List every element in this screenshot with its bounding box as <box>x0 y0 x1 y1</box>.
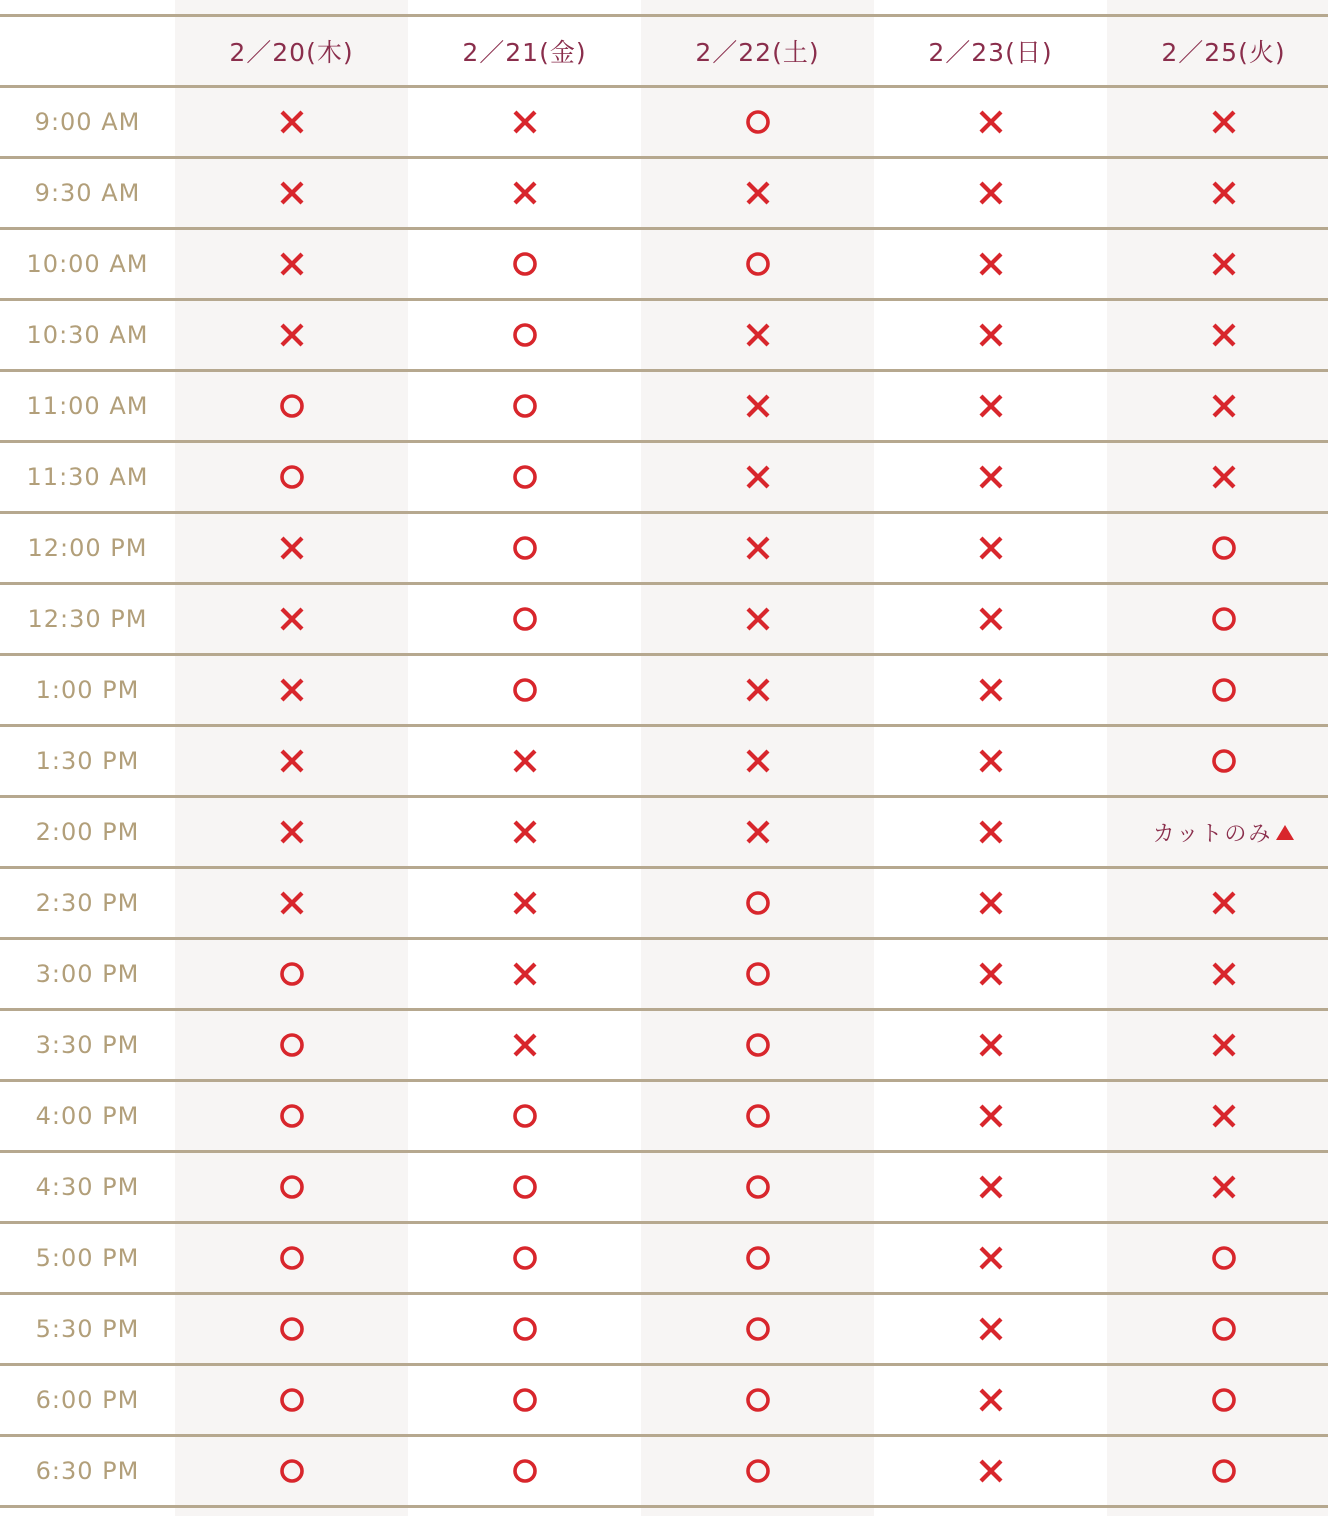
time-cell <box>0 372 175 440</box>
cross-unavailable-icon <box>1211 251 1237 277</box>
slot-cell[interactable] <box>175 1011 408 1079</box>
slot-cell[interactable] <box>175 1437 408 1505</box>
circle-available-icon[interactable] <box>745 1316 771 1342</box>
slot-cell[interactable] <box>1107 514 1328 582</box>
circle-available-icon[interactable] <box>745 251 771 277</box>
slot-cell <box>874 514 1107 582</box>
cross-unavailable-icon <box>279 180 305 206</box>
time-cell <box>0 1295 175 1363</box>
date-header <box>874 17 1107 85</box>
time-label: 12:30 PM <box>27 605 148 633</box>
cross-unavailable-icon <box>512 748 538 774</box>
time-cell <box>0 1366 175 1434</box>
cross-unavailable-icon <box>745 606 771 632</box>
slot-cell <box>408 727 641 795</box>
slot-cell[interactable] <box>641 1082 874 1150</box>
slot-cell <box>1107 1153 1328 1221</box>
circle-available-icon[interactable] <box>512 393 538 419</box>
cross-unavailable-icon <box>978 1174 1004 1200</box>
cross-unavailable-icon <box>745 819 771 845</box>
cross-unavailable-icon <box>978 180 1004 206</box>
cross-unavailable-icon <box>1211 393 1237 419</box>
cross-unavailable-icon <box>279 109 305 135</box>
time-slot-row <box>0 1011 1328 1079</box>
time-slot-row <box>0 230 1328 298</box>
row-divider <box>0 1505 1328 1508</box>
slot-cell <box>641 159 874 227</box>
circle-available-icon[interactable] <box>512 535 538 561</box>
cross-unavailable-icon <box>1211 464 1237 490</box>
circle-available-icon[interactable] <box>745 1174 771 1200</box>
time-cell <box>0 301 175 369</box>
circle-available-icon[interactable] <box>1211 1387 1237 1413</box>
cross-unavailable-icon <box>978 748 1004 774</box>
cross-unavailable-icon <box>978 535 1004 561</box>
time-cell <box>0 443 175 511</box>
slot-cell <box>874 1011 1107 1079</box>
cross-unavailable-icon <box>279 890 305 916</box>
time-cell <box>0 940 175 1008</box>
slot-cell <box>175 159 408 227</box>
time-slot-row <box>0 372 1328 440</box>
cross-unavailable-icon <box>978 819 1004 845</box>
date-label: 2／20(木) <box>229 38 354 67</box>
slot-cell <box>175 727 408 795</box>
slot-cell[interactable] <box>175 1295 408 1363</box>
slot-cell <box>874 159 1107 227</box>
time-cell <box>0 869 175 937</box>
cross-unavailable-icon <box>512 819 538 845</box>
cross-unavailable-icon <box>978 1032 1004 1058</box>
slot-cell[interactable] <box>175 1153 408 1221</box>
slot-cell <box>1107 940 1328 1008</box>
cross-unavailable-icon <box>1211 890 1237 916</box>
time-slot-row <box>0 798 1328 866</box>
cross-unavailable-icon <box>978 393 1004 419</box>
slot-cell[interactable] <box>641 1295 874 1363</box>
circle-available-icon[interactable] <box>512 1387 538 1413</box>
circle-available-icon[interactable] <box>279 961 305 987</box>
time-label: 6:30 PM <box>35 1457 140 1485</box>
cross-unavailable-icon <box>745 464 771 490</box>
cross-unavailable-icon <box>279 606 305 632</box>
time-label: 4:30 PM <box>35 1173 140 1201</box>
slot-cell <box>175 230 408 298</box>
circle-available-icon[interactable] <box>512 1458 538 1484</box>
slot-cell <box>408 1011 641 1079</box>
slot-cell[interactable] <box>175 443 408 511</box>
time-label: 1:30 PM <box>35 747 140 775</box>
time-slot-row <box>0 159 1328 227</box>
circle-available-icon[interactable] <box>1211 748 1237 774</box>
slot-cell <box>874 1295 1107 1363</box>
time-cell <box>0 1153 175 1221</box>
date-header <box>408 17 641 85</box>
slot-cell <box>874 1437 1107 1505</box>
time-label: 9:30 AM <box>34 179 141 207</box>
slot-cell <box>175 514 408 582</box>
slot-cell <box>1107 159 1328 227</box>
time-slot-row <box>0 1437 1328 1505</box>
cross-unavailable-icon <box>745 535 771 561</box>
time-label: 2:30 PM <box>35 889 140 917</box>
cross-unavailable-icon <box>745 677 771 703</box>
date-header <box>1107 17 1328 85</box>
time-slot-row <box>0 585 1328 653</box>
circle-available-icon[interactable] <box>745 1032 771 1058</box>
time-label: 2:00 PM <box>35 818 140 846</box>
circle-available-icon[interactable] <box>279 1032 305 1058</box>
slot-cell <box>641 727 874 795</box>
time-cell <box>0 727 175 795</box>
time-label: 9:00 AM <box>34 108 141 136</box>
slot-cell[interactable] <box>1107 585 1328 653</box>
circle-available-icon[interactable] <box>279 1245 305 1271</box>
slot-cell[interactable] <box>408 1224 641 1292</box>
slot-cell <box>874 443 1107 511</box>
cross-unavailable-icon <box>1211 1174 1237 1200</box>
cross-unavailable-icon <box>1211 180 1237 206</box>
cut-only-label: カットのみ <box>1152 821 1273 847</box>
circle-available-icon[interactable] <box>279 1103 305 1129</box>
circle-available-icon[interactable] <box>745 890 771 916</box>
cross-unavailable-icon <box>512 180 538 206</box>
slot-cell[interactable] <box>1107 1366 1328 1434</box>
circle-available-icon[interactable] <box>745 1387 771 1413</box>
circle-available-icon[interactable] <box>279 1316 305 1342</box>
cross-unavailable-icon <box>279 819 305 845</box>
cross-unavailable-icon <box>978 1458 1004 1484</box>
slot-cell <box>874 656 1107 724</box>
time-cell <box>0 88 175 156</box>
slot-cell <box>1107 1011 1328 1079</box>
slot-cell[interactable] <box>408 514 641 582</box>
cross-unavailable-icon <box>1211 322 1237 348</box>
header-corner <box>0 17 175 85</box>
slot-cell[interactable] <box>175 1366 408 1434</box>
cross-unavailable-icon <box>745 748 771 774</box>
slot-cell <box>874 940 1107 1008</box>
slot-cell[interactable] <box>641 1224 874 1292</box>
time-label: 3:00 PM <box>35 960 140 988</box>
time-cell <box>0 159 175 227</box>
cross-unavailable-icon <box>978 1103 1004 1129</box>
circle-available-icon[interactable] <box>1211 677 1237 703</box>
slot-cell <box>408 88 641 156</box>
slot-cell[interactable] <box>1107 1437 1328 1505</box>
slot-cell[interactable] <box>175 372 408 440</box>
date-header-row <box>0 17 1328 85</box>
slot-cell <box>1107 230 1328 298</box>
cross-unavailable-icon <box>978 1316 1004 1342</box>
cross-unavailable-icon <box>978 322 1004 348</box>
circle-available-icon[interactable] <box>745 961 771 987</box>
circle-available-icon[interactable] <box>512 322 538 348</box>
time-slot-row <box>0 656 1328 724</box>
slot-cell <box>874 869 1107 937</box>
time-label: 6:00 PM <box>35 1386 140 1414</box>
cross-unavailable-icon <box>745 180 771 206</box>
time-slot-row <box>0 1082 1328 1150</box>
slot-cell[interactable] <box>1107 656 1328 724</box>
time-slot-row <box>0 1153 1328 1221</box>
time-slot-row <box>0 514 1328 582</box>
circle-available-icon[interactable] <box>512 251 538 277</box>
slot-cell[interactable] <box>175 1224 408 1292</box>
time-label: 12:00 PM <box>27 534 148 562</box>
slot-cell[interactable] <box>408 1437 641 1505</box>
slot-cell <box>641 585 874 653</box>
cross-unavailable-icon <box>978 109 1004 135</box>
slot-cell <box>874 230 1107 298</box>
slot-cell <box>1107 443 1328 511</box>
slot-cell[interactable] <box>1107 1224 1328 1292</box>
slot-cell <box>175 656 408 724</box>
slot-cell <box>874 1153 1107 1221</box>
slot-cell <box>641 514 874 582</box>
cross-unavailable-icon <box>978 1245 1004 1271</box>
cross-unavailable-icon <box>1211 109 1237 135</box>
time-label: 10:00 AM <box>26 250 149 278</box>
slot-cell <box>874 585 1107 653</box>
circle-available-icon[interactable] <box>745 1458 771 1484</box>
cross-unavailable-icon <box>279 251 305 277</box>
cross-unavailable-icon <box>978 1387 1004 1413</box>
cross-unavailable-icon <box>978 677 1004 703</box>
slot-cell <box>874 88 1107 156</box>
cross-unavailable-icon <box>745 393 771 419</box>
slot-cell <box>408 798 641 866</box>
slot-cell <box>641 656 874 724</box>
circle-available-icon[interactable] <box>279 1458 305 1484</box>
cross-unavailable-icon <box>978 890 1004 916</box>
time-cell <box>0 656 175 724</box>
slot-cell <box>408 940 641 1008</box>
slot-cell <box>641 798 874 866</box>
circle-available-icon[interactable] <box>512 1245 538 1271</box>
time-slot-row <box>0 869 1328 937</box>
time-label: 10:30 AM <box>26 321 149 349</box>
circle-available-icon[interactable] <box>512 677 538 703</box>
time-cell <box>0 1437 175 1505</box>
triangle-limited-icon <box>1276 825 1294 840</box>
slot-cell[interactable] <box>408 230 641 298</box>
slot-cell[interactable] <box>175 940 408 1008</box>
slot-cell <box>641 301 874 369</box>
slot-cell[interactable] <box>641 230 874 298</box>
cross-unavailable-icon <box>978 251 1004 277</box>
cross-unavailable-icon <box>1211 1103 1237 1129</box>
time-slot-row <box>0 1224 1328 1292</box>
limited-slot[interactable] <box>1153 817 1295 848</box>
circle-available-icon[interactable] <box>279 393 305 419</box>
slot-cell[interactable] <box>1107 798 1328 866</box>
cross-unavailable-icon <box>978 464 1004 490</box>
slot-cell <box>874 1082 1107 1150</box>
time-cell <box>0 1011 175 1079</box>
slot-cell <box>874 301 1107 369</box>
circle-available-icon[interactable] <box>512 1103 538 1129</box>
time-label: 1:00 PM <box>35 676 140 704</box>
circle-available-icon[interactable] <box>1211 606 1237 632</box>
time-cell <box>0 230 175 298</box>
date-label: 2／22(土) <box>695 38 820 67</box>
slot-cell[interactable] <box>641 940 874 1008</box>
slot-cell[interactable] <box>408 1366 641 1434</box>
slot-cell[interactable] <box>1107 727 1328 795</box>
time-cell <box>0 1082 175 1150</box>
slot-cell[interactable] <box>408 656 641 724</box>
slot-cell <box>874 1224 1107 1292</box>
cross-unavailable-icon <box>978 961 1004 987</box>
time-cell <box>0 798 175 866</box>
date-label: 2／25(火) <box>1161 38 1286 67</box>
slot-cell <box>175 798 408 866</box>
slot-cell <box>175 88 408 156</box>
time-label: 11:30 AM <box>26 463 149 491</box>
date-label: 2／23(日) <box>928 38 1053 67</box>
slot-cell[interactable] <box>1107 1295 1328 1363</box>
date-header <box>641 17 874 85</box>
slot-cell <box>1107 88 1328 156</box>
circle-available-icon[interactable] <box>1211 1316 1237 1342</box>
cross-unavailable-icon <box>745 322 771 348</box>
slot-cell[interactable] <box>641 1366 874 1434</box>
time-slot-row <box>0 940 1328 1008</box>
circle-available-icon[interactable] <box>512 606 538 632</box>
time-cell <box>0 1224 175 1292</box>
cross-unavailable-icon <box>512 1032 538 1058</box>
time-cell <box>0 585 175 653</box>
slot-cell[interactable] <box>408 443 641 511</box>
time-slot-row <box>0 443 1328 511</box>
cross-unavailable-icon <box>1211 961 1237 987</box>
time-slot-row <box>0 1366 1328 1434</box>
time-label: 3:30 PM <box>35 1031 140 1059</box>
slot-cell[interactable] <box>641 1153 874 1221</box>
slot-cell <box>641 443 874 511</box>
cross-unavailable-icon <box>512 961 538 987</box>
circle-available-icon[interactable] <box>745 1103 771 1129</box>
slot-cell <box>175 301 408 369</box>
slot-cell[interactable] <box>175 1082 408 1150</box>
slot-cell <box>175 869 408 937</box>
slot-cell[interactable] <box>641 869 874 937</box>
slot-cell <box>1107 869 1328 937</box>
circle-available-icon[interactable] <box>745 109 771 135</box>
date-label: 2／21(金) <box>462 38 587 67</box>
time-slot-row <box>0 727 1328 795</box>
cross-unavailable-icon <box>279 677 305 703</box>
time-label: 5:30 PM <box>35 1315 140 1343</box>
cross-unavailable-icon <box>279 748 305 774</box>
cross-unavailable-icon <box>512 890 538 916</box>
slot-cell <box>874 727 1107 795</box>
time-slot-row <box>0 88 1328 156</box>
circle-available-icon[interactable] <box>1211 535 1237 561</box>
slot-cell[interactable] <box>408 1153 641 1221</box>
time-label: 5:00 PM <box>35 1244 140 1272</box>
slot-cell <box>1107 1082 1328 1150</box>
slot-cell <box>874 798 1107 866</box>
circle-available-icon[interactable] <box>279 1387 305 1413</box>
time-slot-row <box>0 301 1328 369</box>
slot-cell[interactable] <box>408 1082 641 1150</box>
circle-available-icon[interactable] <box>1211 1245 1237 1271</box>
circle-available-icon[interactable] <box>512 1174 538 1200</box>
time-cell <box>0 514 175 582</box>
slot-cell[interactable] <box>408 372 641 440</box>
time-slot-row <box>0 1295 1328 1363</box>
cross-unavailable-icon <box>1211 1032 1237 1058</box>
circle-available-icon[interactable] <box>279 1174 305 1200</box>
slot-cell[interactable] <box>641 88 874 156</box>
date-header <box>175 17 408 85</box>
slot-cell <box>408 159 641 227</box>
slot-cell <box>175 585 408 653</box>
circle-available-icon[interactable] <box>512 1316 538 1342</box>
circle-available-icon[interactable] <box>512 464 538 490</box>
cross-unavailable-icon <box>978 606 1004 632</box>
slot-cell <box>874 1366 1107 1434</box>
slot-cell <box>874 372 1107 440</box>
time-label: 11:00 AM <box>26 392 149 420</box>
cross-unavailable-icon <box>279 535 305 561</box>
slot-cell <box>408 869 641 937</box>
slot-cell[interactable] <box>408 585 641 653</box>
slot-cell[interactable] <box>408 1295 641 1363</box>
slot-cell <box>1107 372 1328 440</box>
cross-unavailable-icon <box>279 322 305 348</box>
circle-available-icon[interactable] <box>745 1245 771 1271</box>
circle-available-icon[interactable] <box>1211 1458 1237 1484</box>
slot-cell <box>641 372 874 440</box>
slot-cell[interactable] <box>641 1011 874 1079</box>
circle-available-icon[interactable] <box>279 464 305 490</box>
time-label: 4:00 PM <box>35 1102 140 1130</box>
cross-unavailable-icon <box>512 109 538 135</box>
slot-cell[interactable] <box>408 301 641 369</box>
slot-cell <box>1107 301 1328 369</box>
slot-cell[interactable] <box>641 1437 874 1505</box>
